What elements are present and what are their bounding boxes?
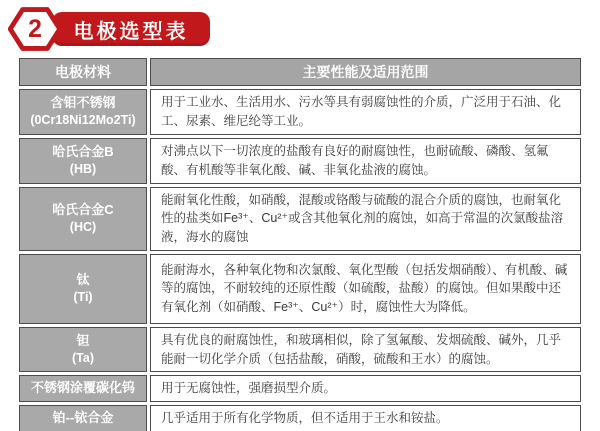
description-cell: 具有优良的耐腐蚀性，和玻璃相似，除了氢氟酸、发烟硫酸、碱外，几乎能耐一切化学介质（包括盐酸，硝酸，硫酸和王水）的腐蚀。 xyxy=(150,327,581,373)
description-cell: 对沸点以下一切浓度的盐酸有良好的耐腐蚀性，也耐硫酸、磷酸、氢氟酸、有机酸等非氧化酸、碱、非氧化盐液的腐蚀。 xyxy=(150,138,581,184)
material-name: 含钼不锈钢 xyxy=(50,95,116,111)
table-row xyxy=(19,89,581,135)
material-name: 不锈钢涂覆碳化钨 xyxy=(30,380,135,396)
material-cell xyxy=(19,187,147,251)
column-header-material: 电极材料 xyxy=(19,58,147,86)
material-cell xyxy=(19,405,147,431)
description-cell: 用于工业水、生活用水、污水等具有弱腐蚀性的介质，广泛用于石油、化工、尿素、维尼纶等工业。 xyxy=(150,89,581,135)
description-cell: 能耐海水，各种氧化物和次氯酸、氧化型酸（包括发烟硝酸）、有机酸、碱等的腐蚀，不耐较纯的还原性酸（如硫酸，盐酸）的腐蚀。但如果酸中还有氧化剂（如硝酸、Fe³⁺、Cu²⁺）时，腐蚀性大为降低。 xyxy=(150,254,581,324)
material-cell xyxy=(19,327,147,373)
column-header-performance: 主要性能及适用范围 xyxy=(150,58,581,86)
table-header-row xyxy=(19,58,581,86)
material-cell xyxy=(19,375,147,402)
electrode-selection-table xyxy=(16,55,584,431)
material-formula: (HB) xyxy=(69,161,97,176)
material-name: 哈氏合金B xyxy=(52,143,114,159)
material-formula: (Ti) xyxy=(73,290,93,305)
title-banner xyxy=(52,12,210,46)
table-row xyxy=(19,187,581,251)
material-name: 哈氏合金C xyxy=(52,202,114,218)
material-cell xyxy=(19,138,147,184)
page-header xyxy=(0,0,600,55)
material-cell xyxy=(19,89,147,135)
material-cell xyxy=(19,254,147,324)
step-badge xyxy=(8,6,62,52)
description-cell: 能耐氧化性酸，如硝酸，混酸或铬酸与硫酸的混合介质的腐蚀，也耐氧化性的盐类如Fe³⁺、Cu²⁺或含其他氧化剂的腐蚀，如高于常温的次氯酸盐溶液，海水的腐蚀 xyxy=(150,187,581,251)
material-name: 钛 xyxy=(76,272,90,288)
material-formula: (HC) xyxy=(69,219,97,234)
table-row xyxy=(19,138,581,184)
material-formula: (Ta) xyxy=(72,350,94,365)
table-row xyxy=(19,375,581,402)
description-cell: 几乎适用于所有化学物质，但不适用于王水和铵盐。 xyxy=(150,405,581,431)
table-row xyxy=(19,254,581,324)
material-name: 钽 xyxy=(76,332,90,348)
table-row xyxy=(19,327,581,373)
description-cell: 用于无腐蚀性，强磨损型介质。 xyxy=(150,375,581,402)
material-formula: (0Cr18Ni12Mo2Ti) xyxy=(30,113,136,128)
page-title: 电极选型表 xyxy=(73,20,189,43)
badge-number: 2 xyxy=(28,15,42,43)
material-name: 铂--铱合金 xyxy=(52,409,114,425)
table-row xyxy=(19,405,581,431)
